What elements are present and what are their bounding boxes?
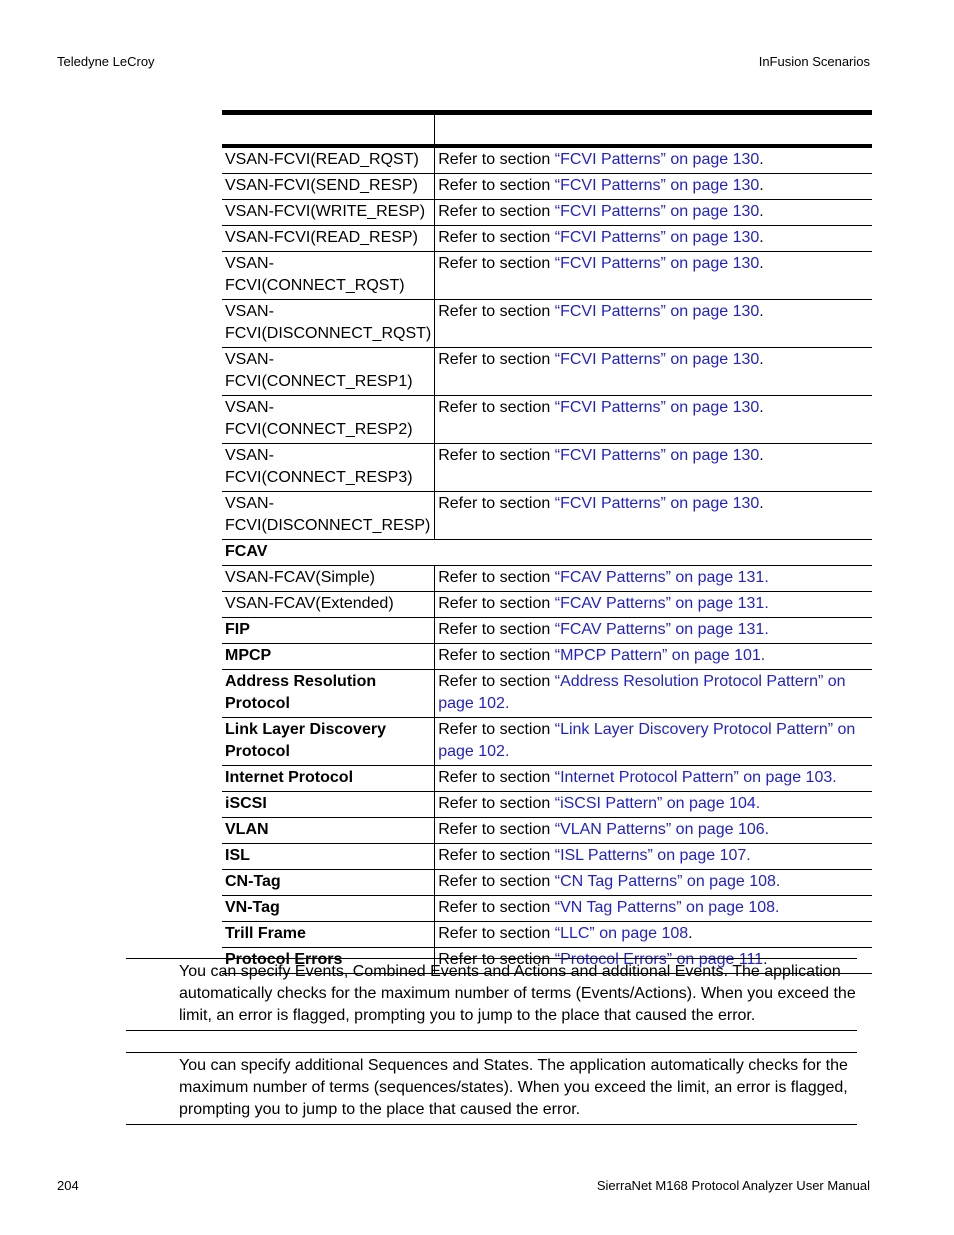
cross-reference-link[interactable]: “ISL Patterns” on page 107. bbox=[554, 847, 751, 864]
cross-reference-link[interactable]: “FCAV Patterns” on page 131. bbox=[554, 569, 769, 586]
pattern-name-cell: VSAN-FCVI(CONNECT_RESP1) bbox=[222, 348, 435, 396]
reference-suffix: . bbox=[759, 303, 764, 320]
section-label: FCAV bbox=[222, 540, 872, 566]
reference-prefix: Refer to section bbox=[438, 621, 551, 638]
pattern-reference-cell bbox=[435, 618, 872, 644]
pattern-reference-cell bbox=[435, 592, 872, 618]
cross-reference-link[interactable]: “CN Tag Patterns” on page 108. bbox=[554, 873, 781, 890]
reference-suffix: . bbox=[759, 495, 764, 512]
table-row bbox=[222, 670, 872, 718]
running-header-company: Teledyne LeCroy bbox=[57, 54, 155, 69]
reference-suffix: . bbox=[759, 177, 764, 194]
pattern-reference-cell bbox=[435, 922, 872, 948]
cross-reference-link[interactable]: “FCVI Patterns” on page 130 bbox=[554, 447, 760, 464]
cross-reference-link[interactable]: “LLC” on page 108 bbox=[554, 925, 689, 942]
note-sequences-text: You can specify additional Sequences and States. The application automatically checks for the maximum number of terms (sequences/states). When you exceed the limit, an error is flagged, prompting you to jump to the place that caused the error. bbox=[179, 1057, 848, 1118]
pattern-name-cell: VSAN-FCVI(CONNECT_RESP3) bbox=[222, 444, 435, 492]
table-row bbox=[222, 644, 872, 670]
cross-reference-link[interactable]: “Address Resolution Protocol Pattern” on page 102. bbox=[438, 673, 846, 712]
reference-prefix: Refer to section bbox=[438, 229, 551, 246]
reference-prefix: Refer to section bbox=[438, 399, 551, 416]
pattern-reference-cell bbox=[435, 200, 872, 226]
cross-reference-link[interactable]: “Internet Protocol Pattern” on page 103. bbox=[554, 769, 837, 786]
pattern-reference-cell bbox=[435, 174, 872, 200]
table-row bbox=[222, 592, 872, 618]
table-row bbox=[222, 200, 872, 226]
pattern-name-cell: ISL bbox=[222, 844, 435, 870]
table-row bbox=[222, 174, 872, 200]
cross-reference-link[interactable]: “FCVI Patterns” on page 130 bbox=[554, 151, 760, 168]
table-row bbox=[222, 844, 872, 870]
cross-reference-link[interactable]: “FCVI Patterns” on page 130 bbox=[554, 203, 760, 220]
table-row bbox=[222, 348, 872, 396]
pattern-name-cell: VSAN-FCAV(Simple) bbox=[222, 566, 435, 592]
reference-suffix: . bbox=[688, 925, 693, 942]
pattern-reference-cell bbox=[435, 226, 872, 252]
reference-suffix: . bbox=[759, 255, 764, 272]
pattern-name-cell: FIP bbox=[222, 618, 435, 644]
pattern-reference-cell bbox=[435, 300, 872, 348]
cross-reference-link[interactable]: “FCAV Patterns” on page 131. bbox=[554, 621, 769, 638]
table-header-row bbox=[222, 113, 872, 147]
cross-reference-link[interactable]: “FCVI Patterns” on page 130 bbox=[554, 351, 760, 368]
running-header-chapter: InFusion Scenarios bbox=[758, 54, 870, 69]
manual-title: SierraNet M168 Protocol Analyzer User Manual bbox=[596, 1178, 870, 1193]
pattern-reference-cell bbox=[435, 792, 872, 818]
pattern-name-cell: Trill Frame bbox=[222, 922, 435, 948]
table-row bbox=[222, 618, 872, 644]
reference-prefix: Refer to section bbox=[438, 595, 551, 612]
pattern-name-cell: VSAN-FCVI(READ_RESP) bbox=[222, 226, 435, 252]
reference-prefix: Refer to section bbox=[438, 769, 551, 786]
cross-reference-link[interactable]: “FCVI Patterns” on page 130 bbox=[554, 495, 760, 512]
reference-suffix: . bbox=[763, 951, 768, 968]
note-sequences bbox=[126, 1052, 857, 1125]
table-row bbox=[222, 396, 872, 444]
reference-prefix: Refer to section bbox=[438, 569, 551, 586]
reference-prefix: Refer to section bbox=[438, 203, 551, 220]
table-row bbox=[222, 252, 872, 300]
note-events bbox=[126, 958, 857, 1031]
table-row bbox=[222, 922, 872, 948]
cross-reference-link[interactable]: “FCAV Patterns” on page 131. bbox=[554, 595, 769, 612]
pattern-name-cell: VSAN-FCVI(CONNECT_RESP2) bbox=[222, 396, 435, 444]
table-body bbox=[222, 146, 872, 974]
pattern-name-cell: Link Layer Discovery Protocol bbox=[222, 718, 435, 766]
pattern-name-cell: VSAN-FCVI(CONNECT_RQST) bbox=[222, 252, 435, 300]
cross-reference-link[interactable]: “MPCP Pattern” on page 101. bbox=[554, 647, 766, 664]
table-row bbox=[222, 146, 872, 174]
pattern-name-cell: VSAN-FCVI(READ_RQST) bbox=[222, 146, 435, 174]
reference-prefix: Refer to section bbox=[438, 255, 551, 272]
pattern-name-cell: VLAN bbox=[222, 818, 435, 844]
pattern-name-cell: Address Resolution Protocol bbox=[222, 670, 435, 718]
table-row bbox=[222, 766, 872, 792]
reference-prefix: Refer to section bbox=[438, 951, 551, 968]
reference-suffix: . bbox=[759, 351, 764, 368]
table-row bbox=[222, 818, 872, 844]
cross-reference-link[interactable]: “FCVI Patterns” on page 130 bbox=[554, 177, 760, 194]
cross-reference-link[interactable]: “FCVI Patterns” on page 130 bbox=[554, 399, 760, 416]
reference-prefix: Refer to section bbox=[438, 647, 551, 664]
table-header-cell-description bbox=[435, 113, 872, 147]
reference-prefix: Refer to section bbox=[438, 721, 551, 738]
pattern-reference-table bbox=[222, 110, 872, 974]
pattern-reference-cell bbox=[435, 766, 872, 792]
reference-prefix: Refer to section bbox=[438, 151, 551, 168]
cross-reference-link[interactable]: “FCVI Patterns” on page 130 bbox=[554, 255, 760, 272]
pattern-name-cell: MPCP bbox=[222, 644, 435, 670]
table-section-row bbox=[222, 540, 872, 566]
pattern-name-cell: Protocol Errors bbox=[222, 948, 435, 974]
pattern-name-cell: VSAN-FCAV(Extended) bbox=[222, 592, 435, 618]
pattern-name-cell: VSAN-FCVI(SEND_RESP) bbox=[222, 174, 435, 200]
pattern-name-cell: iSCSI bbox=[222, 792, 435, 818]
reference-suffix: . bbox=[759, 229, 764, 246]
table-header-cell-name bbox=[222, 113, 435, 147]
page-number: 204 bbox=[57, 1178, 79, 1193]
reference-prefix: Refer to section bbox=[438, 495, 551, 512]
pattern-reference-cell bbox=[435, 818, 872, 844]
note-events-text: You can specify Events, Combined Events and Actions and additional Events. The application automatically checks for the maximum number of terms (Events/Actions). When you exceed the limit, an error is flagged, prompting you to jump to the place that caused the error. bbox=[179, 963, 856, 1024]
pattern-reference-cell bbox=[435, 670, 872, 718]
pattern-reference-cell bbox=[435, 444, 872, 492]
reference-suffix: . bbox=[759, 447, 764, 464]
reference-prefix: Refer to section bbox=[438, 447, 551, 464]
reference-suffix: . bbox=[759, 151, 764, 168]
pattern-reference-cell bbox=[435, 718, 872, 766]
pattern-reference-cell bbox=[435, 348, 872, 396]
pattern-name-cell: VSAN-FCVI(DISCONNECT_RESP) bbox=[222, 492, 435, 540]
reference-prefix: Refer to section bbox=[438, 673, 551, 690]
reference-prefix: Refer to section bbox=[438, 351, 551, 368]
reference-suffix: . bbox=[759, 399, 764, 416]
table-row bbox=[222, 226, 872, 252]
cross-reference-link[interactable]: “FCVI Patterns” on page 130 bbox=[554, 303, 760, 320]
pattern-reference-cell bbox=[435, 252, 872, 300]
table-row bbox=[222, 566, 872, 592]
pattern-reference-cell bbox=[435, 644, 872, 670]
reference-suffix: . bbox=[759, 203, 764, 220]
pattern-reference-cell bbox=[435, 844, 872, 870]
pattern-name-cell: Internet Protocol bbox=[222, 766, 435, 792]
table-row bbox=[222, 718, 872, 766]
reference-prefix: Refer to section bbox=[438, 925, 551, 942]
pattern-reference-cell bbox=[435, 566, 872, 592]
reference-prefix: Refer to section bbox=[438, 899, 551, 916]
table-row bbox=[222, 300, 872, 348]
table-row bbox=[222, 792, 872, 818]
reference-prefix: Refer to section bbox=[438, 177, 551, 194]
cross-reference-link[interactable]: “VN Tag Patterns” on page 108. bbox=[554, 899, 780, 916]
reference-prefix: Refer to section bbox=[438, 873, 551, 890]
pattern-reference-cell bbox=[435, 146, 872, 174]
pattern-name-cell: VN-Tag bbox=[222, 896, 435, 922]
reference-prefix: Refer to section bbox=[438, 847, 551, 864]
reference-prefix: Refer to section bbox=[438, 795, 551, 812]
table-row bbox=[222, 870, 872, 896]
pattern-name-cell: VSAN-FCVI(WRITE_RESP) bbox=[222, 200, 435, 226]
pattern-name-cell: CN-Tag bbox=[222, 870, 435, 896]
pattern-reference-cell bbox=[435, 396, 872, 444]
pattern-reference-cell bbox=[435, 870, 872, 896]
table-row bbox=[222, 444, 872, 492]
pattern-reference-cell bbox=[435, 896, 872, 922]
pattern-reference-cell bbox=[435, 492, 872, 540]
cross-reference-link[interactable]: “VLAN Patterns” on page 106. bbox=[554, 821, 770, 838]
reference-prefix: Refer to section bbox=[438, 821, 551, 838]
cross-reference-link[interactable]: “iSCSI Pattern” on page 104. bbox=[554, 795, 761, 812]
table-row bbox=[222, 492, 872, 540]
reference-prefix: Refer to section bbox=[438, 303, 551, 320]
table-row bbox=[222, 896, 872, 922]
cross-reference-link[interactable]: “Protocol Errors” on page 111 bbox=[554, 951, 764, 968]
cross-reference-link[interactable]: “FCVI Patterns” on page 130 bbox=[554, 229, 760, 246]
cross-reference-link[interactable]: “Link Layer Discovery Protocol Pattern” on page 102. bbox=[438, 721, 856, 760]
pattern-name-cell: VSAN-FCVI(DISCONNECT_RQST) bbox=[222, 300, 435, 348]
